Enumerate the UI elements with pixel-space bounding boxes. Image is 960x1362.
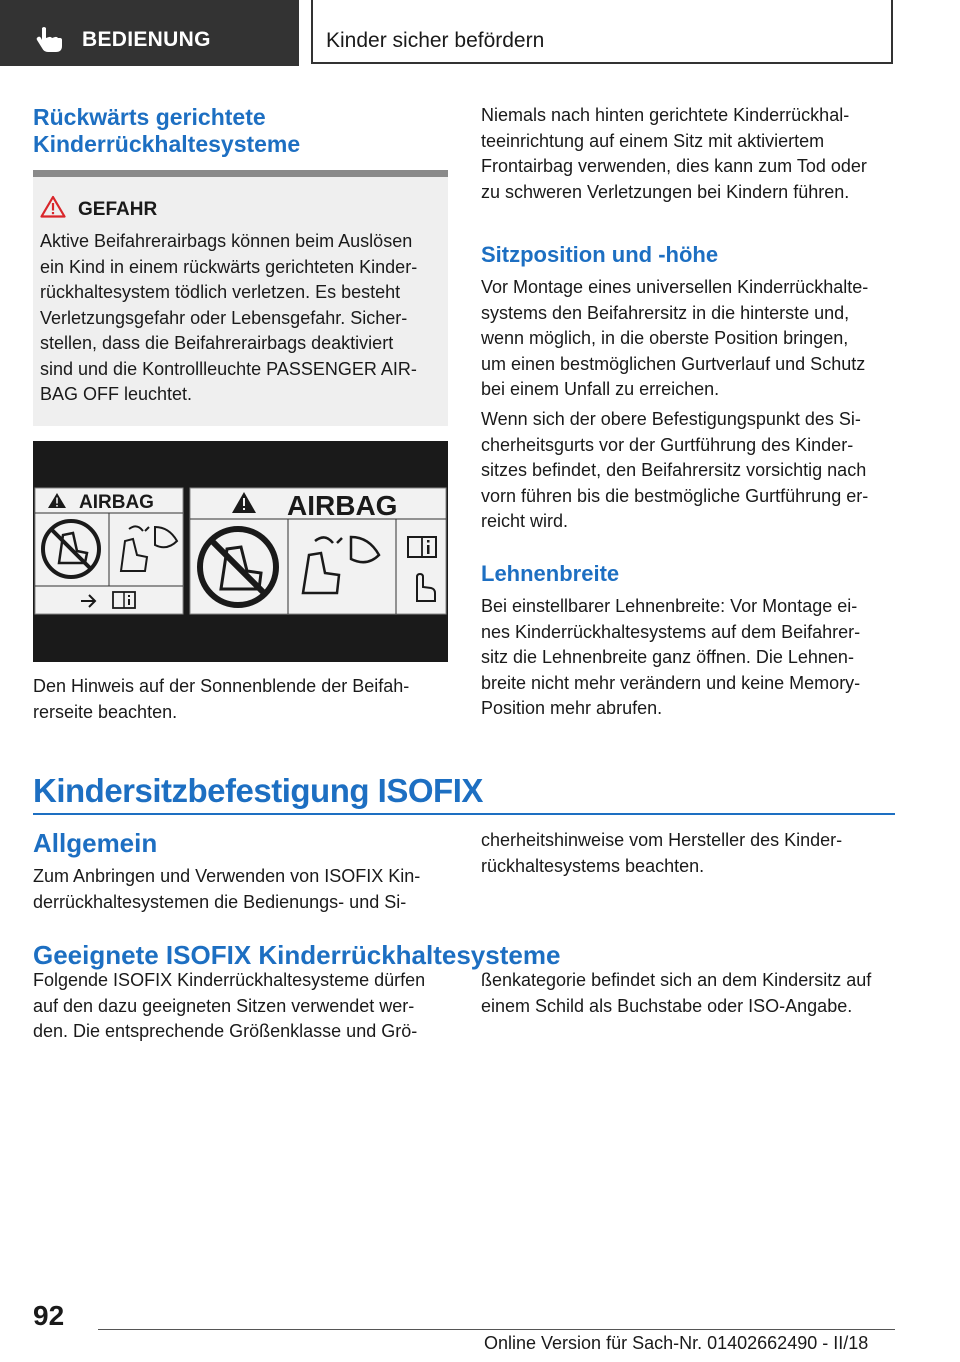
danger-text-line: sind und die Kontrollleuchte PASSENGER AIR- — [40, 358, 417, 379]
chapter-title: Kinder sicher befördern — [326, 29, 545, 52]
footer-version-text: Online Version für Sach-Nr. 01402662490 - II/18 — [484, 1333, 869, 1353]
text-line: cherheitshinweise vom Hersteller des Kinder- — [481, 830, 843, 850]
text-line: Folgende ISOFIX Kinderrückhaltesysteme dürfen — [33, 970, 426, 990]
text-line: auf den dazu geeigneten Sitzen verwendet wer- — [33, 995, 415, 1016]
danger-text — [40, 229, 440, 408]
backrest-width-text — [481, 594, 860, 722]
airbag-label-illustration — [33, 441, 448, 662]
suitable-systems-text-right — [481, 968, 871, 1019]
text-line: reicht wird. — [481, 511, 569, 531]
text-line: Niemals nach hinten gerichtete Kinderrückhal- — [481, 105, 850, 125]
text-line: breite nicht mehr verändern und keine Memory- — [481, 672, 861, 693]
text-line: ßenkategorie befindet sich an dem Kindersitz auf — [481, 970, 872, 990]
danger-title: GEFAHR — [78, 199, 158, 220]
text-line: sitz die Lehnenbreite ganz öffnen. Die Lehnen- — [481, 647, 854, 667]
figure-caption-line: rerseite beachten. — [33, 701, 178, 722]
text-line: einem Schild als Buchstabe oder ISO-Angabe. — [481, 995, 853, 1016]
airbag-label-small-text: AIRBAG — [79, 492, 154, 513]
danger-text-line: rückhaltesystem tödlich verletzen. Es besteht — [40, 282, 401, 302]
text-line: Bei einstellbarer Lehnenbreite: Vor Montage ei- — [481, 596, 858, 616]
general-heading: Allgemein — [33, 828, 158, 858]
general-text-left — [33, 864, 420, 915]
text-line: Vor Montage eines universellen Kinderrückhalte- — [481, 277, 869, 297]
seat-position-text — [481, 275, 868, 403]
danger-text-line: stellen, dass die Beifahrerairbags deaktiviert — [40, 333, 394, 353]
rear-facing-heading — [33, 104, 300, 158]
belt-guide-text — [481, 407, 868, 535]
danger-text-line: ein Kind in einem rückwärts gerichteten Kinder- — [40, 256, 418, 277]
danger-text-line: Aktive Beifahrerairbags können beim Auslösen — [40, 231, 413, 251]
rear-facing-heading-line: Kinderrückhaltesysteme — [33, 131, 301, 157]
suitable-systems-heading: Geeignete ISOFIX Kinderrückhaltesysteme — [33, 940, 561, 970]
text-line: den. Die entsprechende Größenklasse und Grö- — [33, 1021, 418, 1041]
text-line: teeinrichtung auf einem Sitz mit aktiviertem — [481, 130, 825, 151]
isofix-heading: Kindersitzbefestigung ISOFIX — [33, 772, 483, 809]
general-text-right — [481, 828, 842, 879]
text-line: sitzes befindet, den Beifahrersitz vorsichtig nach — [481, 460, 867, 480]
danger-text-line: BAG OFF leuchtet. — [40, 384, 193, 404]
text-line: Frontairbag verwenden, dies kann zum Tod oder — [481, 156, 867, 176]
page-number: 92 — [33, 1300, 65, 1331]
isofix-heading-rule — [33, 813, 895, 815]
text-line: wenn möglich, in die oberste Position bringen, — [481, 328, 849, 348]
text-line: Position mehr abrufen. — [481, 698, 663, 718]
hand-pointer-icon — [34, 26, 64, 54]
figure-caption-line: Den Hinweis auf der Sonnenblende der Beifah- — [33, 676, 410, 696]
text-line: um einen bestmöglichen Gurtverlauf und Schutz — [481, 353, 866, 374]
airbag-label-large-text: AIRBAG — [287, 490, 398, 521]
text-line: bei einem Unfall zu erreichen. — [481, 379, 720, 399]
warning-triangle-icon — [40, 195, 66, 218]
footer-rule — [98, 1329, 895, 1330]
header-section-label: BEDIENUNG — [82, 28, 211, 51]
text-line: vorn führen bis die bestmögliche Gurtführung er- — [481, 485, 869, 506]
danger-text-line: Verletzungsgefahr oder Lebensgefahr. Sicher- — [40, 307, 408, 328]
text-line: Wenn sich der obere Befestigungspunkt des Si- — [481, 409, 861, 429]
text-line: cherheitsgurts vor der Gurtführung des Kinder- — [481, 434, 854, 455]
airbag-label-figure — [33, 441, 448, 662]
text-line: Zum Anbringen und Verwenden von ISOFIX Kin- — [33, 866, 421, 886]
figure-caption — [33, 674, 409, 725]
text-line: derrückhaltesystemen die Bedienungs- und Si- — [33, 891, 407, 912]
text-line: rückhaltesystems beachten. — [481, 855, 705, 876]
suitable-systems-text-left — [33, 968, 425, 1045]
text-line: systems den Beifahrersitz in die hinterste und, — [481, 302, 850, 323]
text-line: nes Kinderrückhaltesystems auf dem Beifahrer- — [481, 621, 861, 642]
rear-facing-heading-line: Rückwärts gerichtete — [33, 104, 266, 130]
backrest-width-heading: Lehnenbreite — [481, 561, 620, 586]
seat-position-heading: Sitzposition und -höhe — [481, 242, 719, 267]
rear-facing-warning-text — [481, 103, 867, 205]
text-line: zu schweren Verletzungen bei Kindern führen. — [481, 181, 850, 202]
